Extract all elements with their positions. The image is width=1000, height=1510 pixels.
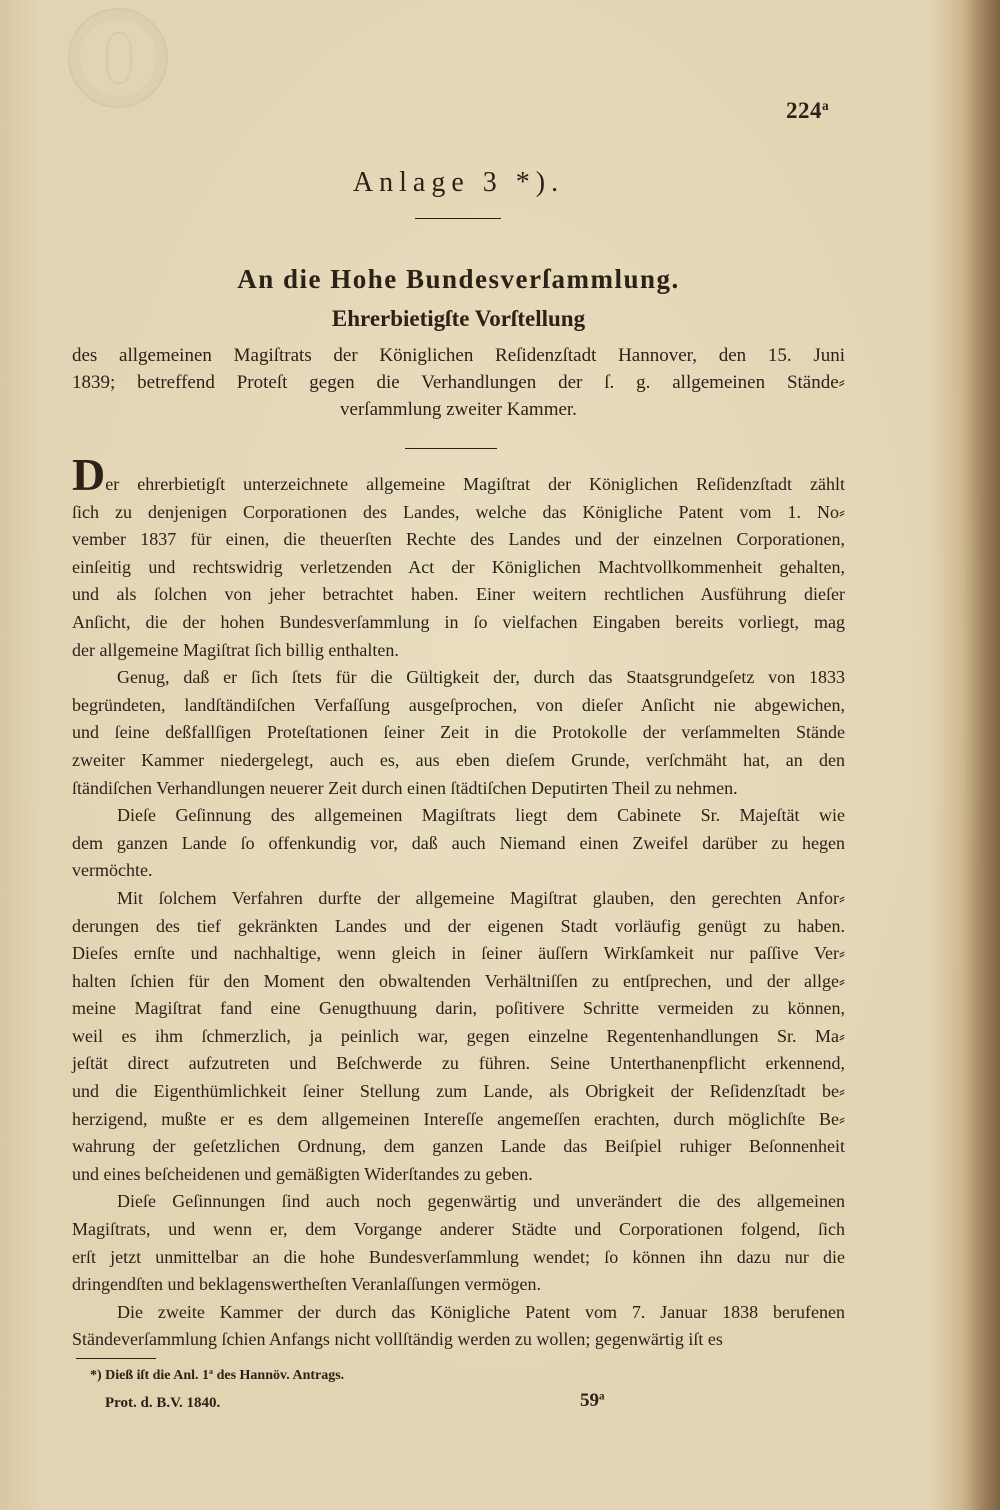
body-line: Magiſtrats, und wenn er, dem Vorgange anderer Städte und Corporationen folgend, ſich <box>72 1219 845 1240</box>
intro-line: verſammlung zweiter Kammer. <box>340 399 577 420</box>
appendix-title: Anlage 3 *). <box>352 167 565 198</box>
body-paragraph <box>72 1299 845 1354</box>
body-paragraph <box>72 449 845 664</box>
body-line: Dieſe Geſinnungen ſind auch noch gegenwärtig und unverändert die des allgemeinen <box>117 1191 845 1212</box>
body-line: der allgemeine Magiſtrat ſich billig enthalten. <box>72 639 399 660</box>
intro-rule <box>405 448 497 449</box>
body-line: vermöchte. <box>72 860 153 881</box>
intro-line: 1839; betreffend Proteſt gegen die Verhandlungen der ſ. g. allgemeinen Stände⸗ <box>72 372 845 393</box>
page-number-value: 224 <box>786 98 822 123</box>
body-line: Dieſes ernſte und nachhaltige, wenn gleich in ſeiner äuſſern Wirkſamkeit nur paſſive Ver⸗ <box>72 943 845 964</box>
body-line: und eines beſcheidenen und gemäßigten Widerſtandes zu geben. <box>72 1163 533 1184</box>
body-line: einſeitig und rechtswidrig verletzenden Act der Königlichen Machtvollkommenheit gehalten, <box>72 556 845 577</box>
body-line: meine Magiſtrat fand eine Genugthuung darin, poſitivere Schritte vermeiden zu können, <box>72 998 845 1019</box>
body-line: dem ganzen Lande ſo offenkundig vor, daß auch Niemand einen Zweifel darüber zu hegen <box>72 832 845 853</box>
footnote-sup: a <box>209 1367 214 1377</box>
library-stamp <box>68 8 168 108</box>
sheet-signature-value: 59 <box>580 1390 599 1411</box>
body-line: und die Eigenthümlichkeit ſeiner Stellung zum Lande, als Obrigkeit der Reſidenzſtadt be⸗ <box>72 1081 845 1102</box>
footnote-rule <box>76 1358 156 1359</box>
footnote-text-after: des Hannöv. Antrags. <box>216 1368 345 1383</box>
body-line: und als ſolchen von jeher betrachtet haben. Einer weitern rechtlichen Ausführung dieſer <box>72 584 845 605</box>
body-line: Mit ſolchem Verfahren durfte der allgemeine Magiſtrat glauben, den gerechten Anfor⸗ <box>117 887 845 908</box>
drop-cap: D <box>72 449 106 500</box>
sheet-signature <box>580 1388 605 1414</box>
footnote-text: Dieß iſt die Anl. 1 <box>105 1368 210 1383</box>
body-line-text: er ehrerbietigſt unterzeichnete allgemeine Magiſtrat der Königlichen Reſidenzſtadt zählt <box>105 474 845 494</box>
body-line: derungen des tief gekränkten Landes und der eigenen Stadt vorläufig genügt zu haben. <box>72 915 845 936</box>
body-line: begründeten, landſtändiſchen Verfaſſung ausgeſprochen, von dieſer Anſicht nie abgewichen, <box>72 694 845 715</box>
body-line: zweiter Kammer niedergelegt, auch es, aus eben dieſem Grunde, verſchmäht hat, an den <box>72 749 845 770</box>
page-number-suffix: a <box>822 98 830 113</box>
body-line: wahrung der geſetzlichen Ordnung, dem ganzen Lande das Beiſpiel ruhiger Beſonnenheit <box>72 1136 845 1157</box>
body-line: vember 1837 für einen, die theuerſten Rechte des Landes und der einzelnen Corporationen, <box>72 529 845 550</box>
body-line: und ſeine deßfallſigen Proteſtationen ſeiner Zeit in die Protokolle der verſammelten Stände <box>72 722 845 743</box>
body-line: jeſtät direct aufzutreten und Beſchwerde zu führen. Seine Unterthanenpflicht erkennend, <box>72 1053 845 1074</box>
body-paragraph <box>72 664 845 802</box>
body-line: halten ſchien für den Moment den obwaltenden Verhältniſſen zu entſprechen, und der allge⸗ <box>72 970 845 991</box>
footer-reference: Prot. d. B.V. 1840. <box>105 1395 221 1411</box>
title-rule <box>415 218 501 219</box>
body-line: Anſicht, die der hohen Bundesverſammlung in ſo vielfachen Eingaben bereits vorliegt, mag <box>72 611 845 632</box>
footnote <box>90 1366 344 1386</box>
body-line: herzigend, mußte er es dem allgemeinen Intereſſe angemeſſen erachten, durch möglichſte Be⸗ <box>72 1108 845 1129</box>
body-line: Ständeverſammlung ſchien Anfangs nicht vollſtändig werden zu wollen; gegenwärtig iſt es <box>72 1329 723 1350</box>
footnote-marker: *) <box>90 1368 102 1383</box>
body-paragraph <box>72 802 845 885</box>
body-line: weil es ihm ſchmerzlich, ja peinlich war, gegen einzelne Regentenhandlungen Sr. Ma⸗ <box>72 1025 845 1046</box>
body-line: Die zweite Kammer der durch das Königliche Patent vom 7. Januar 1838 berufenen <box>117 1301 845 1322</box>
sheet-signature-suffix: a <box>599 1390 605 1403</box>
body-line: Genug, daß er ſich ſtets für die Gültigkeit der, durch das Staatsgrundgeſetz von 1833 <box>117 667 845 688</box>
body-paragraph <box>72 885 845 1189</box>
intro-line: des allgemeinen Magiſtrats der Königlichen Reſidenzſtadt Hannover, den 15. Juni <box>72 345 845 366</box>
page-number <box>786 98 829 124</box>
body-line: ſich zu denjenigen Corporationen des Landes, welche das Königliche Patent vom 1. No⸗ <box>72 501 845 522</box>
body-line: dringendſten und beklagenswertheſten Veranlaſſungen vermögen. <box>72 1274 542 1295</box>
document-subheading: Ehrerbietigſte Vorſtellung <box>331 306 586 331</box>
body-line: Dieſe Geſinnung des allgemeinen Magiſtrats liegt dem Cabinete Sr. Majeſtät wie <box>117 805 845 826</box>
document-intro <box>72 342 845 423</box>
body-paragraph <box>72 1188 845 1298</box>
body-text <box>72 449 845 1354</box>
address-heading: An die Hohe Bundesverſammlung. <box>237 264 680 294</box>
body-line: ſtändiſchen Verhandlungen neuerer Zeit durch einen ſtädtiſchen Deputirten Theil zu nehmen. <box>72 777 738 798</box>
body-line: erſt jetzt unmittelbar an die hohe Bundesverſammlung wendet; ſo können ihn dazu nur die <box>72 1246 845 1267</box>
body-line <box>72 449 845 500</box>
